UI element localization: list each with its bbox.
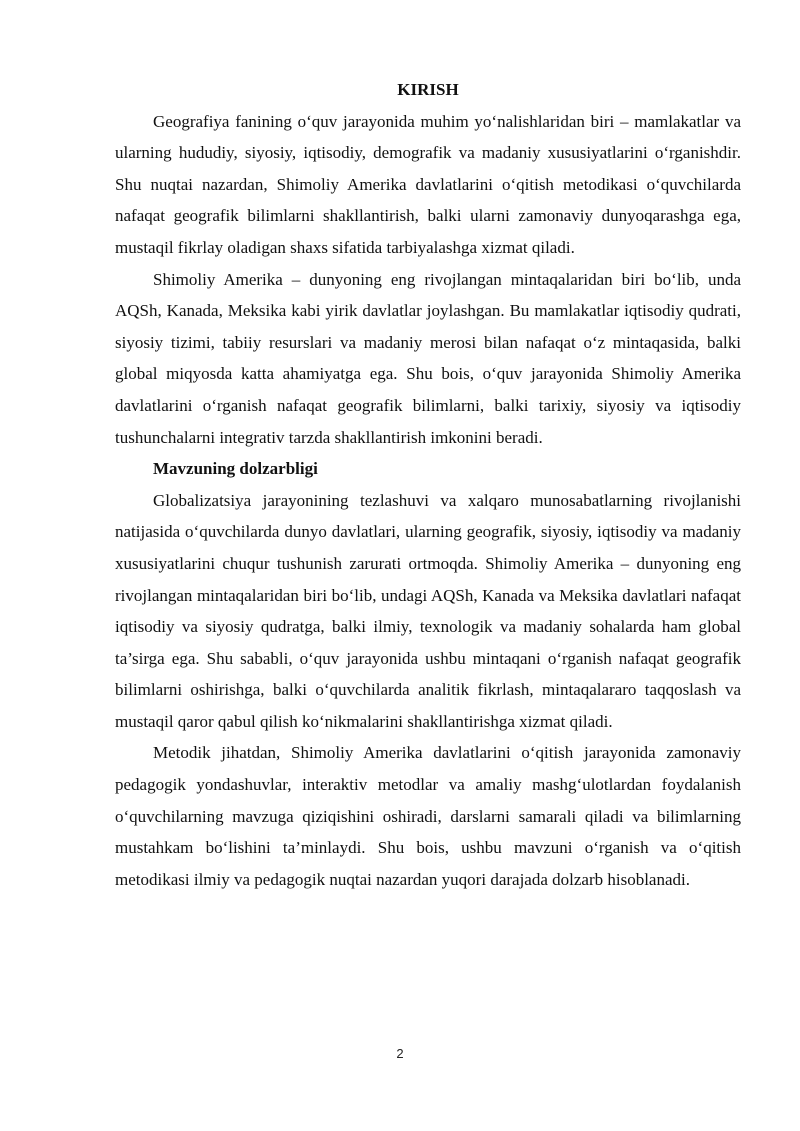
section-heading: Mavzuning dolzarbligi bbox=[153, 459, 318, 479]
document-page bbox=[115, 74, 741, 895]
section-paragraph-1: Globalizatsiya jarayonining tezlashuvi va xalqaro munosabatlarning rivojlanishi natijasida o‘quvchilarda dunyo davlatlari, ularning geografik, siyosiy, iqtisodiy va madaniy xususiyatlarini chuqur tushunish zarurati ortmoqda. Shimoliy Amerika – dunyoning eng rivojlangan mintaqalaridan biri bo‘lib, undagi AQSh, Kanada va Meksika davlatlari nafaqat iqtisodiy va siyosiy qudratga, balki ilmiy, texnologik va madaniy sohalarda ham global ta’sirga ega. Shu sababli, o‘quv jarayonida ushbu mintaqani o‘rganish nafaqat geografik bilimlarni oshirishga, balki o‘quvchilarda analitik fikrlash, mintaqalararo taqqoslash va mustaqil qaror qabul qilish ko‘nikmalarini shakllantirishga xizmat qiladi. bbox=[115, 490, 741, 731]
page-title: KIRISH bbox=[397, 80, 459, 99]
intro-paragraph-2: Shimoliy Amerika – dunyoning eng rivojlangan mintaqalaridan biri bo‘lib, unda AQSh, Kanada, Meksika kabi yirik davlatlar joylashgan. Bu mamlakatlar iqtisodiy qudrati, siyosiy tizimi, tabiiy resurslari va madaniy merosi bilan nafaqat o‘z mintaqasida, balki global miqyosda katta ahamiyatga ega. Shu bois, o‘quv jarayonida Shimoliy Amerika davlatlarini o‘rganish nafaqat geografik bilimlarni, balki tarixiy, siyosiy va iqtisodiy tushunchalarni integrativ tarzda shakllantirish imkonini beradi. bbox=[115, 269, 741, 447]
intro-paragraph-1: Geografiya fanining o‘quv jarayonida muhim yo‘nalishlaridan biri – mamlakatlar va ularning hududiy, siyosiy, iqtisodiy, demografik va madaniy xususiyatlarini o‘rganishdir. Shu nuqtai nazardan, Shimoliy Amerika davlatlarini o‘qitish metodikasi o‘quvchilarda nafaqat geografik bilimlarni shakllantirish, balki ularni zamonaviy dunyoqarashga ega, mustaqil fikrlay oladigan shaxs sifatida tarbiyalashga xizmat qiladi. bbox=[115, 111, 741, 257]
section-paragraph-2: Metodik jihatdan, Shimoliy Amerika davlatlarini o‘qitish jarayonida zamonaviy pedagogik yondashuvlar, interaktiv metodlar va amaliy mashg‘ulotlardan foydalanish o‘quvchilarning mavzuga qiziqishini oshiradi, darslarni samarali qiladi va bilimlarning mustahkam bo‘lishini ta’minlaydi. Shu bois, ushbu mavzuni o‘rganish va o‘qitish metodikasi ilmiy va pedagogik nuqtai nazardan yuqori darajada dolzarb hisoblanadi. bbox=[115, 743, 741, 889]
page-number: 2 bbox=[396, 1046, 404, 1061]
